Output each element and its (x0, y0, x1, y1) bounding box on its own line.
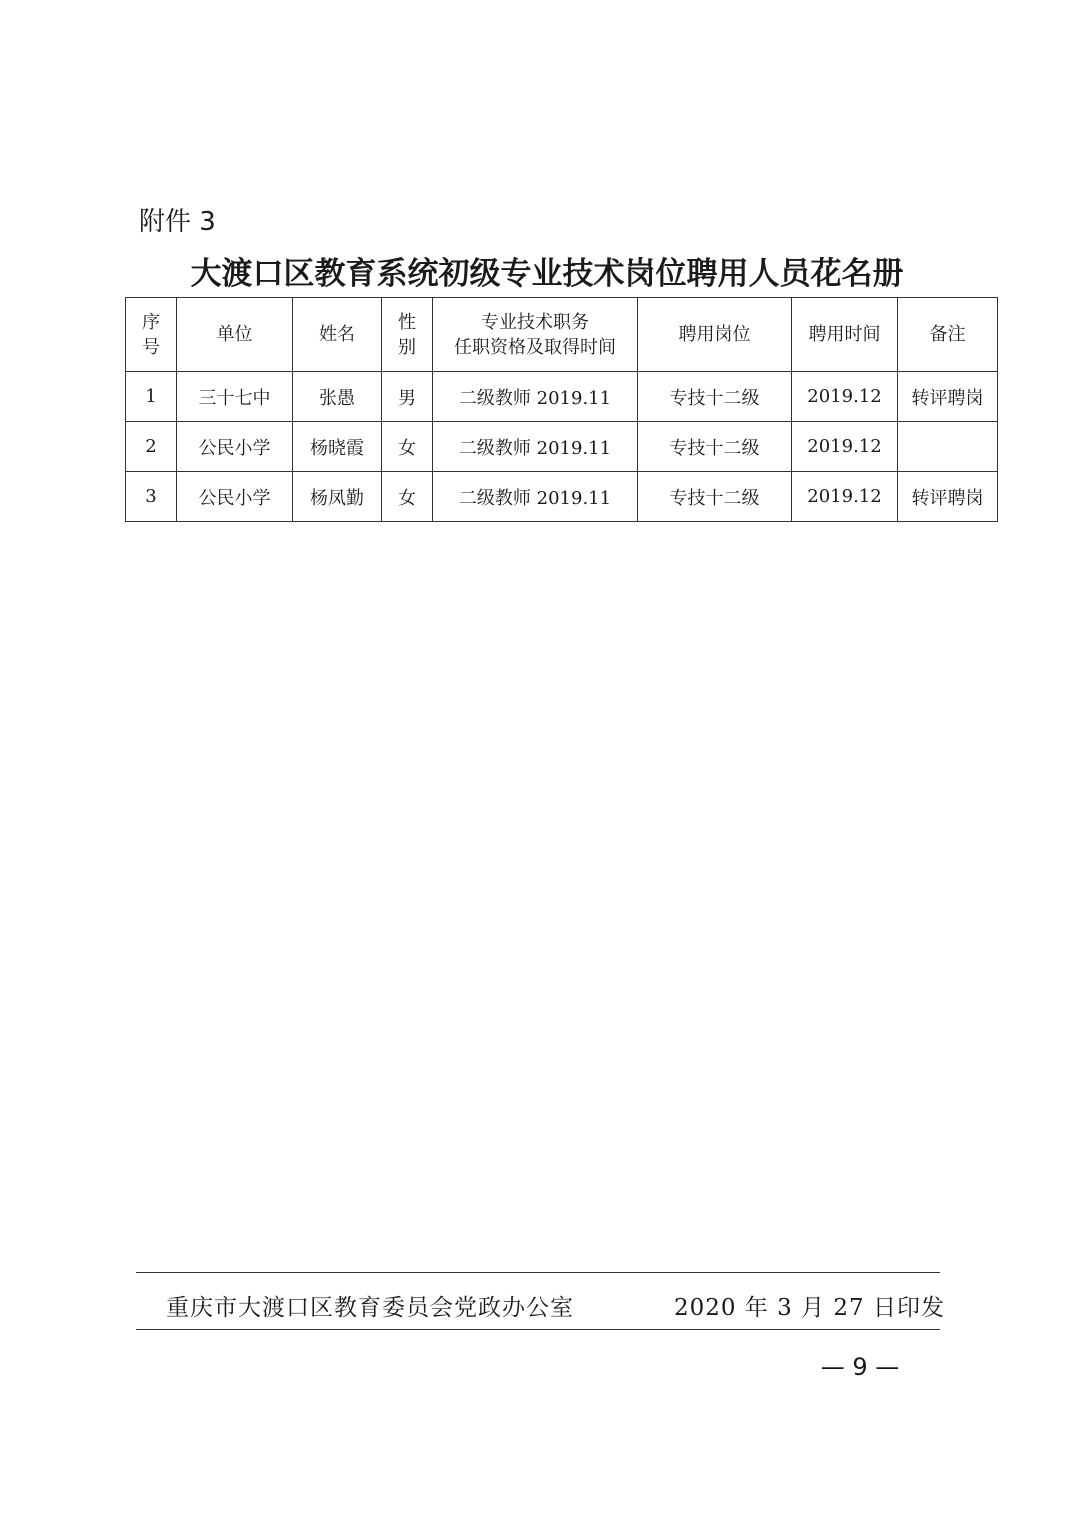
attachment-label: 附件 3 (139, 207, 216, 237)
cell-post: 专技十二级 (638, 472, 792, 522)
header-remarks: 备注 (898, 298, 998, 372)
table-row (126, 472, 998, 522)
cell-post: 专技十二级 (638, 372, 792, 422)
header-gender (382, 298, 433, 372)
cell-unit: 三十七中 (177, 372, 293, 422)
personnel-roster-table (125, 297, 998, 522)
cell-remarks (898, 422, 998, 472)
cell-remarks: 转评聘岗 (898, 472, 998, 522)
cell-name: 杨晓霞 (293, 422, 382, 472)
header-post: 聘用岗位 (638, 298, 792, 372)
issuing-office: 重庆市大渡口区教育委员会党政办公室 (166, 1295, 574, 1321)
cell-seq: 2 (126, 422, 177, 472)
footer-rule-bottom (136, 1329, 940, 1330)
cell-gender: 女 (382, 472, 433, 522)
table-row (126, 372, 998, 422)
cell-hire-time: 2019.12 (792, 472, 898, 522)
cell-name: 张愚 (293, 372, 382, 422)
header-unit: 单位 (177, 298, 293, 372)
cell-unit: 公民小学 (177, 422, 293, 472)
page-number: — 9 — (820, 1353, 900, 1381)
cell-qualification: 二级教师 2019.11 (433, 372, 638, 422)
footer-rule-top (136, 1272, 940, 1273)
header-hire-time: 聘用时间 (792, 298, 898, 372)
document-title: 大渡口区教育系统初级专业技术岗位聘用人员花名册 (190, 256, 904, 292)
header-qualification-line2: 任职资格及取得时间 (454, 336, 616, 358)
header-qualification (433, 298, 638, 372)
header-gender-line2: 别 (398, 336, 416, 358)
cell-unit: 公民小学 (177, 472, 293, 522)
header-qualification-line1: 专业技术职务 (481, 311, 589, 333)
header-name: 姓名 (293, 298, 382, 372)
cell-seq: 1 (126, 372, 177, 422)
cell-name: 杨凤勤 (293, 472, 382, 522)
cell-qualification: 二级教师 2019.11 (433, 472, 638, 522)
cell-seq: 3 (126, 472, 177, 522)
header-seq-line2: 号 (142, 336, 160, 358)
cell-remarks: 转评聘岗 (898, 372, 998, 422)
cell-gender: 女 (382, 422, 433, 472)
cell-gender: 男 (382, 372, 433, 422)
table-header-row (126, 298, 998, 372)
cell-hire-time: 2019.12 (792, 422, 898, 472)
issue-date: 2020 年 3 月 27 日印发 (674, 1295, 945, 1321)
cell-qualification: 二级教师 2019.11 (433, 422, 638, 472)
header-gender-line1: 性 (398, 311, 416, 333)
cell-hire-time: 2019.12 (792, 372, 898, 422)
header-seq (126, 298, 177, 372)
header-seq-line1: 序 (142, 311, 160, 333)
cell-post: 专技十二级 (638, 422, 792, 472)
table-row (126, 422, 998, 472)
